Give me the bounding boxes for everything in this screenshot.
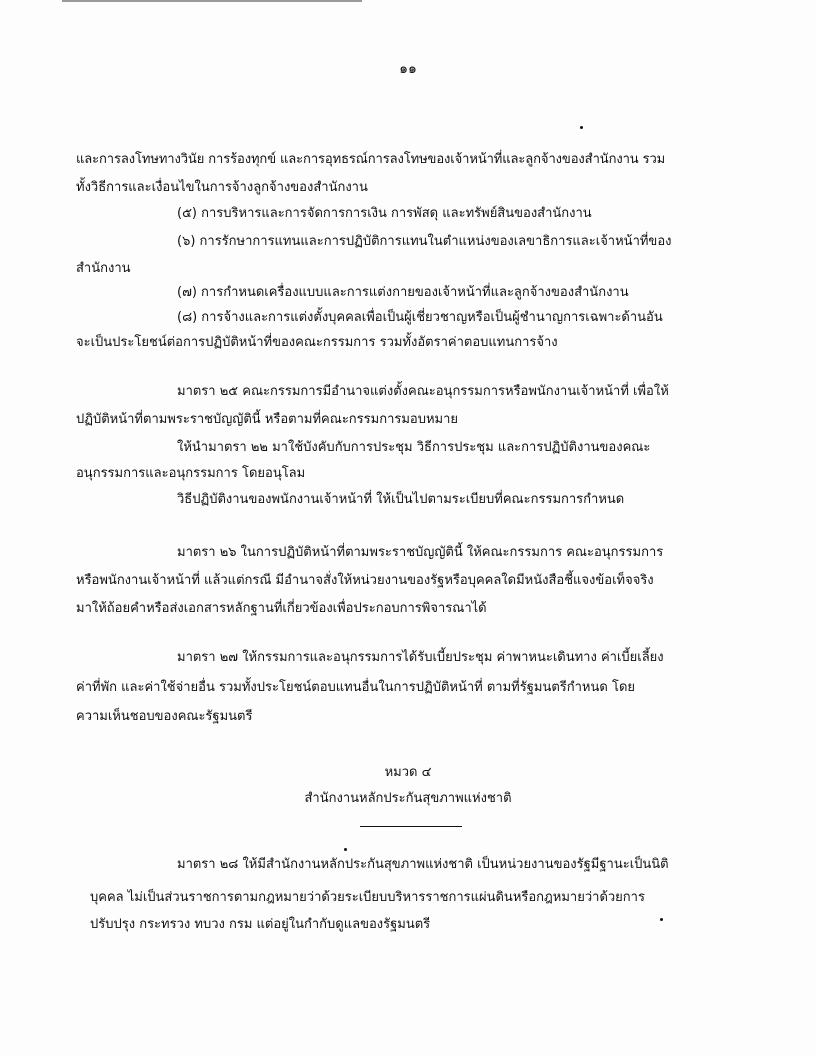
- body-line: (๕) การบริหารและการจัดการการเงิน การพัสดุ และทรัพย์สินของสำนักงาน: [177, 206, 592, 221]
- body-line: ทั้งวิธีการและเงื่อนไขในการจ้างลูกจ้างของสำนักงาน: [76, 180, 368, 195]
- body-line: จะเป็นประโยชน์ต่อการปฏิบัติหน้าที่ของคณะกรรมการ รวมทั้งอัตราค่าตอบแทนการจ้าง: [76, 335, 558, 350]
- section-25-line: มาตรา ๒๕ คณะกรรมการมีอำนาจแต่งตั้งคณะอนุกรรมการหรือพนักงานเจ้าหน้าที่ เพื่อให้: [177, 384, 669, 399]
- section-28-line: มาตรา ๒๘ ให้มีสำนักงานหลักประกันสุขภาพแห่งชาติ เป็นหน่วยงานของรัฐมีฐานะเป็นนิติ: [177, 857, 669, 872]
- body-line: (๖) การรักษาการแทนและการปฏิบัติการแทนในตำแหน่งของเลขาธิการและเจ้าหน้าที่ของ: [177, 234, 672, 249]
- scan-edge-line: [62, 0, 362, 2]
- section-27-line: มาตรา ๒๗ ให้กรรมการและอนุกรรมการได้รับเบี้ยประชุม ค่าพาหนะเดินทาง ค่าเบี้ยเลี้ยง: [177, 650, 664, 665]
- section-28-line: ปรับปรุง กระทรวง ทบวง กรม แต่อยู่ในกำกับดูแลของรัฐมนตรี: [90, 917, 431, 932]
- body-line: และการลงโทษทางวินัย การร้องทุกข์ และการอุทธรณ์การลงโทษของเจ้าหน้าที่และลูกจ้างของสำนักงาน รวม: [76, 152, 666, 167]
- section-27-line: ค่าที่พัก และค่าใช้จ่ายอื่น รวมทั้งประโยชน์ตอบแทนอื่นในการปฏิบัติหน้าที่ ตามที่รัฐมนตรีกำหนด โดย: [76, 680, 635, 695]
- section-25-line: ให้นำมาตรา ๒๒ มาใช้บังคับกับการประชุม วิธีการประชุม และการปฏิบัติงานของคณะ: [177, 440, 651, 455]
- body-line: สำนักงาน: [76, 261, 131, 276]
- chapter-title: สำนักงานหลักประกันสุขภาพแห่งชาติ: [304, 791, 512, 806]
- section-26-line: มาให้ถ้อยคำหรือส่งเอกสารหลักฐานที่เกี่ยวข้องเพื่อประกอบการพิจารณาได้: [76, 601, 487, 616]
- page-number: ๑๑: [399, 61, 417, 77]
- body-line: (๗) การกำหนดเครื่องแบบและการแต่งกายของเจ้าหน้าที่และลูกจ้างของสำนักงาน: [177, 285, 629, 300]
- scan-speck: [580, 126, 583, 129]
- section-27-line: ความเห็นชอบของคณะรัฐมนตรี: [76, 709, 253, 724]
- section-25-line: อนุกรรมการและอนุกรรมการ โดยอนุโลม: [76, 466, 306, 481]
- section-28-line: บุคคล ไม่เป็นส่วนราชการตามกฎหมายว่าด้วยระเบียบบริหารราชการแผ่นดินหรือกฎหมายว่าด้วยการ: [90, 890, 645, 905]
- section-25-line: ปฏิบัติหน้าที่ตามพระราชบัญญัตินี้ หรือตามที่คณะกรรมการมอบหมาย: [76, 412, 459, 427]
- body-line: (๘) การจ้างและการแต่งตั้งบุคคลเพื่อเป็นผู้เชี่ยวชาญหรือเป็นผู้ชำนาญการเฉพาะด้านอัน: [177, 310, 663, 325]
- chapter-divider: [360, 826, 462, 827]
- scan-speck: [660, 918, 663, 921]
- scan-speck: [344, 848, 347, 851]
- section-26-line: หรือพนักงานเจ้าหน้าที่ แล้วแต่กรณี มีอำนาจสั่งให้หน่วยงานของรัฐหรือบุคคลใดมีหนังสือชี้แจงข้อเท็จจริง: [76, 573, 654, 588]
- chapter-number: หมวด ๔: [384, 765, 432, 780]
- section-25-line: วิธีปฏิบัติงานของพนักงานเจ้าหน้าที่ ให้เป็นไปตามระเบียบที่คณะกรรมการกำหนด: [177, 492, 625, 507]
- section-26-line: มาตรา ๒๖ ในการปฏิบัติหน้าที่ตามพระราชบัญญัตินี้ ให้คณะกรรมการ คณะอนุกรรมการ: [177, 545, 664, 560]
